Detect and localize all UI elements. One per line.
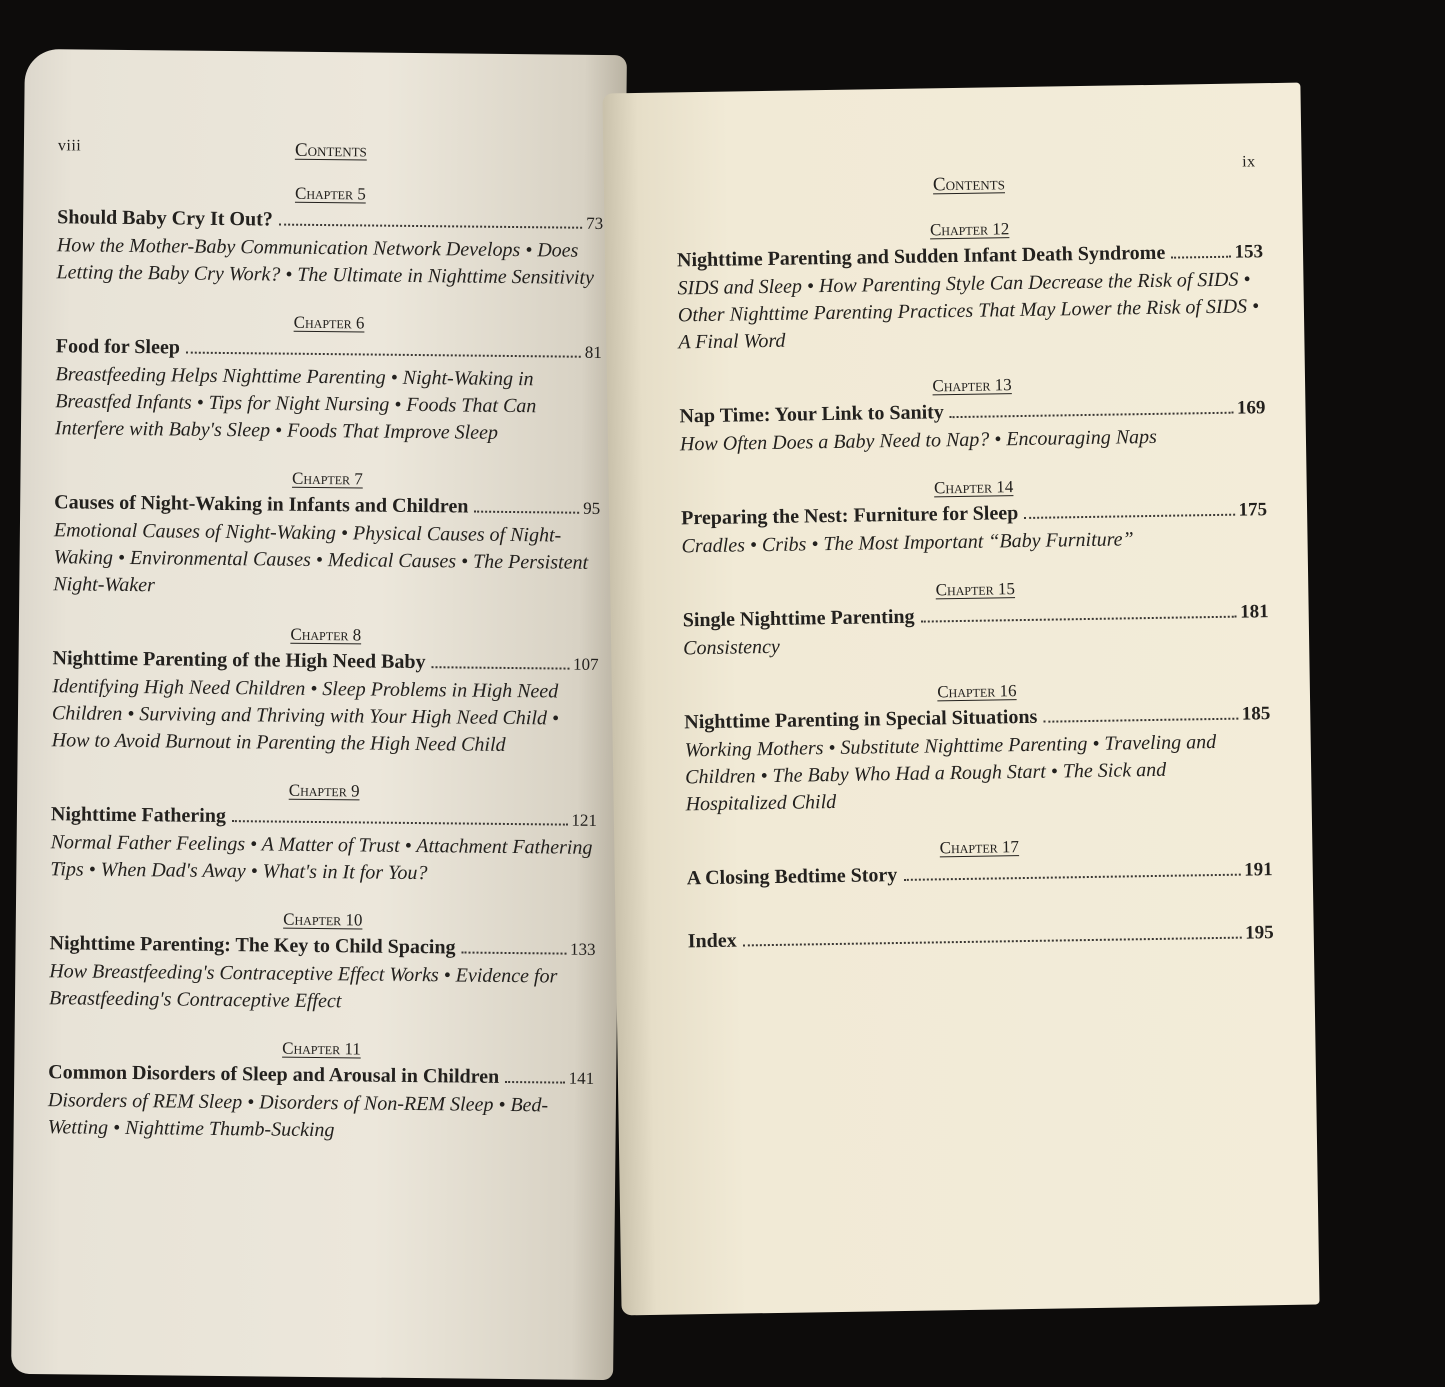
chapter-label: Chapter 6 bbox=[293, 312, 365, 333]
toc-entry bbox=[48, 1036, 595, 1147]
chapter-title: Nighttime Parenting and Sudden Infant Death Syndrome bbox=[676, 241, 1166, 272]
running-head bbox=[58, 137, 604, 187]
dot-leader bbox=[461, 952, 566, 955]
chapter-label: Chapter 8 bbox=[290, 624, 362, 645]
chapter-page-number: 133 bbox=[569, 939, 596, 959]
toc-entry bbox=[56, 181, 603, 292]
chapter-title-line bbox=[48, 1060, 594, 1091]
chapter-topics: SIDS and Sleep • How Parenting Style Can Decrease the Risk of SIDS • Other Nighttime Parenting Practices That May Lower the Risk of SIDS • A Final Word bbox=[677, 268, 1260, 354]
chapter-topics: How the Mother-Baby Communication Network Develops • Does Letting the Baby Cry Work? • The Ultimate in Nighttime Sensitivity bbox=[56, 234, 595, 289]
chapter-title: Nighttime Parenting of the High Need Baby bbox=[52, 647, 426, 674]
page-title: Contents bbox=[932, 173, 1006, 196]
chapter-page-number: 95 bbox=[583, 498, 601, 518]
chapter-title: Nighttime Parenting: The Key to Child Spacing bbox=[49, 932, 456, 959]
chapter-title: Should Baby Cry It Out? bbox=[57, 206, 273, 231]
chapter-page-number: 195 bbox=[1245, 922, 1274, 944]
chapter-topics: How Often Does a Baby Need to Nap? • Encouraging Naps bbox=[679, 425, 1158, 456]
toc-list bbox=[677, 215, 1274, 954]
toc-entry bbox=[52, 622, 599, 760]
chapter-page-number: 185 bbox=[1241, 703, 1271, 725]
toc-entry bbox=[688, 920, 1274, 954]
toc-entry bbox=[53, 466, 600, 604]
chapter-title-line bbox=[56, 334, 602, 365]
dot-leader bbox=[950, 412, 1233, 418]
chapter-label: Chapter 17 bbox=[939, 837, 1020, 858]
chapter-title: A Closing Bedtime Story bbox=[686, 864, 898, 890]
chapter-page-number: 121 bbox=[571, 810, 598, 830]
chapter-label: Chapter 13 bbox=[932, 375, 1012, 396]
chapter-title: Preparing the Nest: Furniture for Sleep bbox=[680, 502, 1019, 530]
dot-leader bbox=[1043, 718, 1238, 723]
toc-entry bbox=[49, 907, 596, 1018]
dot-leader bbox=[743, 937, 1242, 947]
chapter-topics: Working Mothers • Substitute Nighttime Parenting • Traveling and Children • The Baby Who Had a Rough Start • The Sick and Hospitalized Child bbox=[684, 730, 1217, 816]
right-page bbox=[602, 83, 1319, 1316]
dot-leader bbox=[431, 666, 569, 669]
toc-entry bbox=[681, 473, 1268, 560]
toc-entry bbox=[684, 677, 1272, 818]
chapter-page-number: 175 bbox=[1238, 499, 1268, 521]
chapter-page-number: 181 bbox=[1240, 601, 1269, 623]
chapter-title-line bbox=[49, 931, 595, 962]
chapter-title: Food for Sleep bbox=[55, 335, 181, 359]
toc-entry bbox=[50, 778, 597, 889]
toc-list bbox=[48, 181, 604, 1147]
chapter-title-line bbox=[54, 490, 600, 521]
chapter-title: Common Disorders of Sleep and Arousal in Children bbox=[48, 1061, 500, 1088]
chapter-label: Chapter 15 bbox=[935, 579, 1016, 600]
chapter-page-number: 81 bbox=[584, 342, 602, 362]
chapter-topics: Normal Father Feelings • A Matter of Trust • Attachment Fathering Tips • When Dad's Away • What's in It for You? bbox=[50, 831, 593, 885]
chapter-label: Chapter 10 bbox=[283, 909, 363, 930]
dot-leader bbox=[279, 224, 582, 229]
chapter-title-line bbox=[51, 802, 597, 833]
chapter-page-number: 73 bbox=[586, 213, 604, 233]
chapter-topics: Identifying High Need Children • Sleep Problems in High Need Children • Surviving and Thriving with Your High Need Child • How to Avoid Burnout in Parenting the High Need Child bbox=[51, 675, 560, 756]
chapter-title: Single Nighttime Parenting bbox=[682, 605, 915, 632]
chapter-label: Chapter 16 bbox=[937, 681, 1017, 702]
chapter-page-number: 141 bbox=[568, 1068, 595, 1088]
chapter-topics: Disorders of REM Sleep • Disorders of Non-REM Sleep • Bed-Wetting • Nighttime Thumb-Sucking bbox=[47, 1089, 549, 1142]
dot-leader bbox=[186, 352, 581, 358]
chapter-topics: Breastfeeding Helps Nighttime Parenting • Night-Waking in Breastfed Infants • Tips for Night Nursing • Foods That Can Interfere with Baby's Sleep • Foods That Improve Sleep bbox=[54, 363, 537, 444]
toc-entry bbox=[55, 310, 602, 448]
page-number: viii bbox=[57, 137, 82, 155]
chapter-page-number: 191 bbox=[1244, 859, 1273, 881]
chapter-topics: Emotional Causes of Night-Waking • Physical Causes of Night-Waking • Environmental Causes • Medical Causes • The Persistent Night-Waker bbox=[53, 519, 589, 597]
chapter-title: Nighttime Fathering bbox=[50, 803, 227, 828]
chapter-topics: How Breastfeeding's Contraceptive Effect Works • Evidence for Breastfeeding's Contraceptive Effect bbox=[48, 960, 558, 1013]
toc-entry bbox=[677, 215, 1265, 356]
chapter-page-number: 107 bbox=[572, 654, 599, 674]
chapter-topics: Cradles • Cribs • The Most Important “Baby Furniture” bbox=[681, 528, 1134, 558]
chapter-label: Chapter 12 bbox=[929, 219, 1010, 240]
dot-leader bbox=[505, 1081, 565, 1084]
chapter-title-line bbox=[57, 205, 603, 236]
chapter-page-number: 169 bbox=[1236, 397, 1266, 419]
toc-entry bbox=[682, 575, 1269, 662]
dot-leader bbox=[903, 874, 1240, 881]
dot-leader bbox=[1024, 514, 1234, 519]
left-page bbox=[11, 49, 627, 1380]
dot-leader bbox=[474, 511, 579, 514]
chapter-title: Index bbox=[687, 929, 737, 953]
chapter-label: Chapter 5 bbox=[294, 183, 366, 204]
chapter-title: Nighttime Parenting in Special Situations bbox=[684, 705, 1038, 734]
running-head bbox=[676, 153, 1263, 210]
dot-leader bbox=[921, 616, 1237, 623]
page-number: ix bbox=[1242, 153, 1256, 171]
dot-leader bbox=[232, 820, 568, 826]
page-title: Contents bbox=[294, 139, 367, 162]
chapter-topics: Consistency bbox=[682, 635, 780, 660]
chapter-label: Chapter 14 bbox=[933, 477, 1014, 498]
chapter-label: Chapter 7 bbox=[291, 468, 363, 489]
chapter-title: Causes of Night-Waking in Infants and Children bbox=[54, 491, 469, 518]
dot-leader bbox=[1171, 256, 1230, 259]
chapter-title-line bbox=[52, 646, 598, 677]
chapter-title-line bbox=[687, 857, 1273, 891]
chapter-title: Nap Time: Your Link to Sanity bbox=[679, 401, 944, 428]
chapter-label: Chapter 11 bbox=[282, 1038, 361, 1059]
toc-entry bbox=[686, 833, 1273, 891]
toc-entry bbox=[679, 371, 1266, 458]
chapter-page-number: 153 bbox=[1234, 241, 1264, 263]
chapter-title-line bbox=[688, 920, 1274, 954]
chapter-label: Chapter 9 bbox=[288, 780, 360, 801]
